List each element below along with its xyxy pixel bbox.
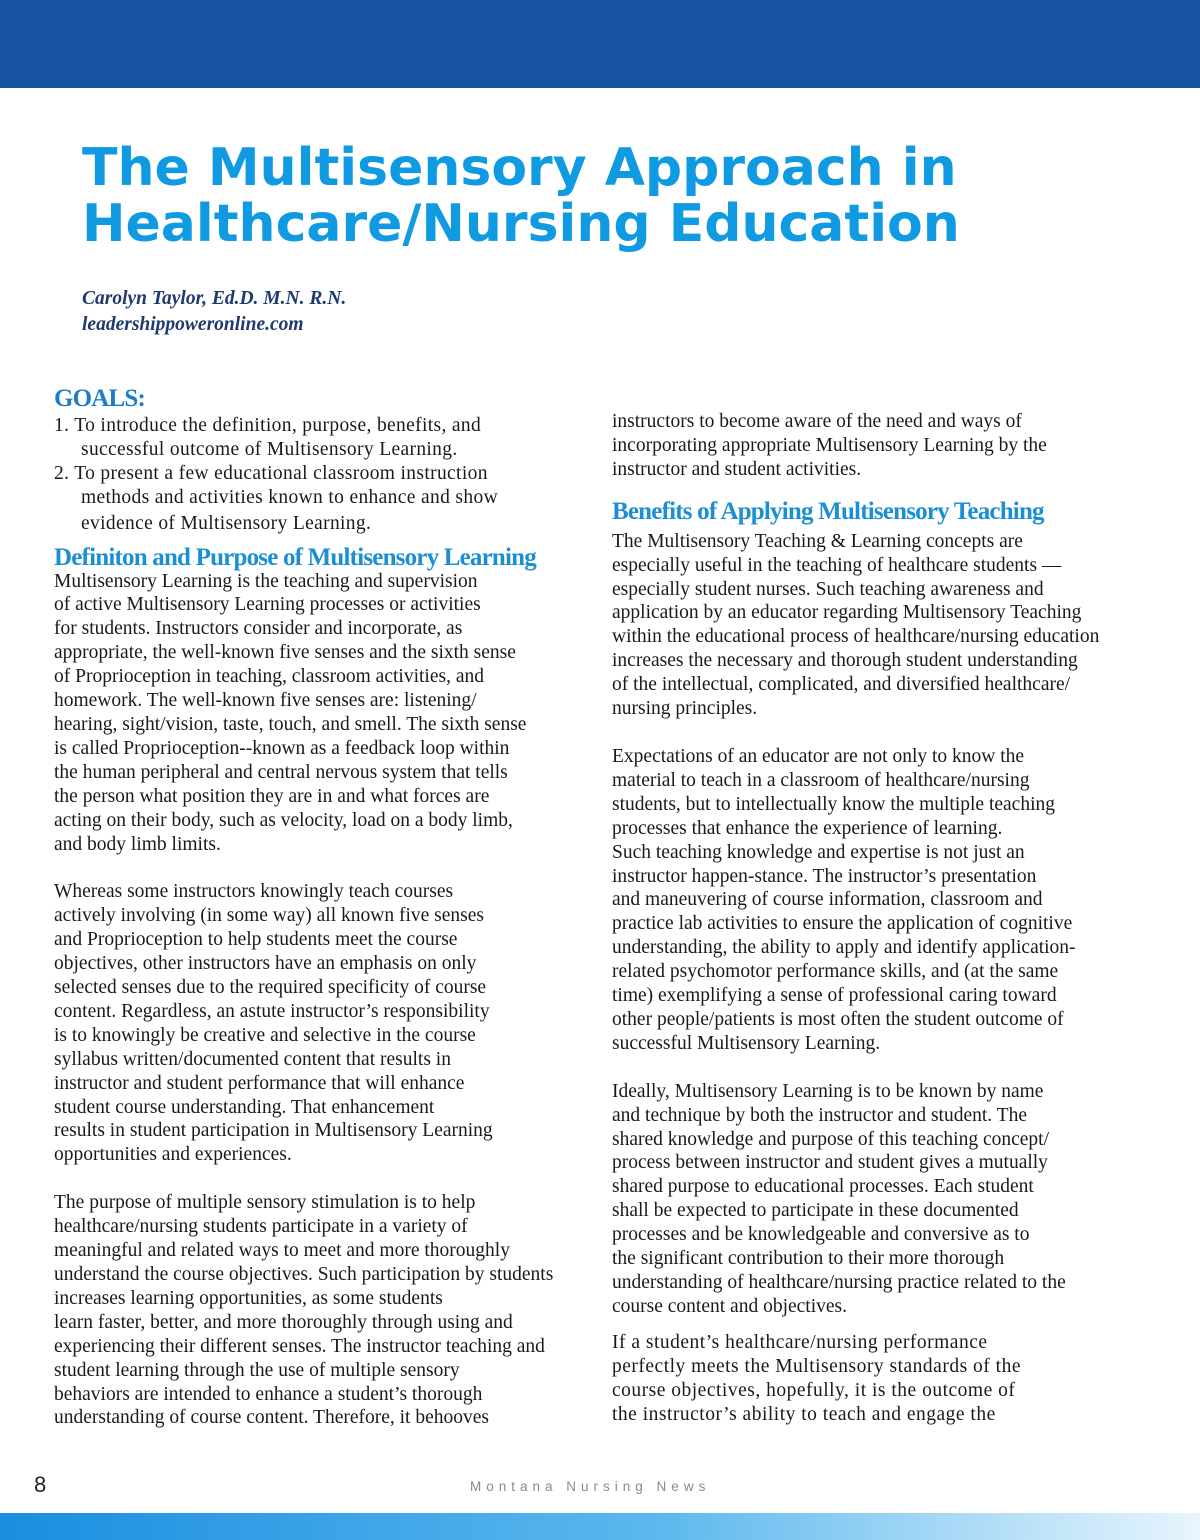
- text-line: syllabus written/documented content that results in: [54, 1048, 451, 1070]
- section-heading-definition: Definiton and Purpose of Multisensory Learning: [54, 543, 536, 571]
- text-line: The Multisensory Teaching & Learning concepts are: [612, 530, 1023, 552]
- text-line: understanding, the ability to apply and identify application-: [612, 937, 1076, 959]
- text-line: Whereas some instructors knowingly teach courses: [54, 881, 454, 903]
- text-line: course objectives, hopefully, it is the outcome of: [612, 1379, 1016, 1401]
- goal-line: evidence of Multisensory Learning.: [81, 512, 372, 534]
- text-line: shared purpose to educational processes. Each student: [612, 1176, 1034, 1198]
- text-line: and maneuvering of course information, classroom and: [612, 889, 1043, 911]
- text-line: shared knowledge and purpose of this teaching concept/: [612, 1128, 1049, 1150]
- text-line: of active Multisensory Learning processes or activities: [54, 594, 481, 616]
- text-line: time) exemplifying a sense of professional caring toward: [612, 985, 1057, 1007]
- text-line: of the intellectual, complicated, and diversified healthcare/: [612, 674, 1071, 696]
- article-title: [82, 140, 1162, 252]
- text-line: If a student’s healthcare/nursing performance: [612, 1331, 988, 1353]
- publication-name: Montana Nursing News: [470, 1479, 711, 1494]
- text-line: learn faster, better, and more thoroughly through using and: [54, 1311, 513, 1333]
- goal-line: 1. To introduce the definition, purpose, benefits, and: [54, 415, 482, 436]
- text-line: instructor and student performance that will enhance: [54, 1072, 465, 1094]
- text-line: homework. The well-known five senses are: listening/: [54, 690, 477, 712]
- text-line: instructors to become aware of the need and ways of: [612, 411, 1022, 432]
- text-line: opportunities and experiences.: [54, 1144, 292, 1166]
- right-column: [612, 410, 1157, 1426]
- page-number: 8: [34, 1472, 47, 1497]
- text-line: other people/patients is most often the student outcome of: [612, 1008, 1064, 1030]
- text-line: The purpose of multiple sensory stimulation is to help: [54, 1192, 476, 1214]
- title-line: The Multisensory Approach in: [82, 138, 957, 198]
- text-line: successful Multisensory Learning.: [612, 1032, 881, 1054]
- text-line: processes and be knowledgeable and conversive as to: [612, 1224, 1030, 1246]
- author-name: Carolyn Taylor, Ed.D. M.N. R.N.: [82, 288, 347, 309]
- text-line: Expectations of an educator are not only to know the: [612, 745, 1025, 767]
- text-line: especially useful in the teaching of healthcare students —: [612, 554, 1062, 576]
- goal-line: 2. To present a few educational classroom instruction: [54, 462, 488, 484]
- text-line: Multisensory Learning is the teaching and supervision: [54, 570, 478, 592]
- text-line: actively involving (in some way) all known five senses: [54, 905, 484, 927]
- text-line: appropriate, the well-known five senses and the sixth sense: [54, 642, 516, 664]
- text-line: the human peripheral and central nervous system that tells: [54, 761, 508, 783]
- byline: [82, 286, 346, 338]
- text-line: and body limb limits.: [54, 833, 221, 855]
- goal-line: successful outcome of Multisensory Learning.: [81, 438, 458, 460]
- text-line: is to knowingly be creative and selective in the course: [54, 1024, 476, 1046]
- paragraph: [612, 530, 1157, 721]
- text-line: meaningful and related ways to meet and more thoroughly: [54, 1240, 510, 1262]
- text-line: and technique by both the instructor and student. The: [612, 1104, 1028, 1126]
- paragraph: [54, 1191, 594, 1430]
- bottom-gradient-bar: [0, 1513, 1200, 1540]
- text-line: the instructor’s ability to teach and engage the: [612, 1403, 996, 1425]
- text-line: nursing principles.: [612, 698, 758, 720]
- text-line: within the educational process of healthcare/nursing education: [612, 626, 1100, 648]
- goal-line: methods and activities known to enhance and show: [81, 486, 498, 508]
- text-line: experiencing their different senses. The instructor teaching and: [54, 1335, 545, 1357]
- text-line: related psychomotor performance skills, and (at the same: [612, 961, 1059, 983]
- text-line: is called Proprioception--known as a feedback loop within: [54, 737, 510, 759]
- text-line: understanding of course content. Therefore, it behooves: [54, 1407, 489, 1429]
- text-line: objectives, other instructors have an emphasis on only: [54, 953, 477, 975]
- text-line: Such teaching knowledge and expertise is not just an: [612, 841, 1025, 863]
- text-line: of Proprioception in teaching, classroom activities, and: [54, 666, 484, 688]
- text-line: content. Regardless, an astute instructor’s responsibility: [54, 1000, 490, 1022]
- text-line: for students. Instructors consider and incorporate, as: [54, 618, 463, 640]
- paragraph: [612, 1331, 1157, 1427]
- goals-heading: GOALS:: [54, 385, 146, 412]
- text-line: material to teach in a classroom of healthcare/nursing: [612, 769, 1030, 791]
- text-line: especially student nurses. Such teaching awareness and: [612, 578, 1044, 600]
- paragraph: [54, 570, 594, 857]
- text-line: processes that enhance the experience of learning.: [612, 817, 1003, 839]
- text-line: acting on their body, such as velocity, load on a body limb,: [54, 809, 513, 831]
- paragraph: [612, 745, 1157, 1056]
- text-line: course content and objectives.: [612, 1295, 847, 1317]
- text-line: understanding of healthcare/nursing practice related to the: [612, 1272, 1066, 1293]
- paragraph: [612, 1080, 1157, 1319]
- text-line: instructor and student activities.: [612, 458, 862, 480]
- text-line: the person what position they are in and what forces are: [54, 785, 490, 807]
- title-line: Healthcare/Nursing Education: [82, 194, 960, 254]
- paragraph: [612, 410, 1157, 482]
- text-line: hearing, sight/vision, taste, touch, and smell. The sixth sense: [54, 713, 527, 735]
- goals-list: [54, 414, 594, 538]
- text-line: results in student participation in Multisensory Learning: [54, 1120, 493, 1142]
- text-line: practice lab activities to ensure the application of cognitive: [612, 913, 1073, 935]
- paragraph: [54, 880, 594, 1167]
- text-line: increases learning opportunities, as some students: [54, 1287, 443, 1309]
- text-line: process between instructor and student gives a mutually: [612, 1152, 1048, 1174]
- text-line: and Proprioception to help students meet the course: [54, 929, 458, 951]
- text-line: selected senses due to the required specificity of course: [54, 977, 487, 999]
- text-line: healthcare/nursing students participate in a variety of: [54, 1216, 468, 1238]
- text-line: application by an educator regarding Multisensory Teaching: [612, 602, 1082, 624]
- text-line: students, but to intellectually know the multiple teaching: [612, 793, 1055, 815]
- left-column: [54, 384, 594, 1430]
- text-line: perfectly meets the Multisensory standards of the: [612, 1355, 1021, 1377]
- text-line: increases the necessary and thorough student understanding: [612, 650, 1078, 672]
- text-line: behaviors are intended to enhance a student’s thorough: [54, 1383, 483, 1405]
- text-line: understand the course objectives. Such participation by students: [54, 1264, 554, 1285]
- text-line: Ideally, Multisensory Learning is to be known by name: [612, 1080, 1044, 1102]
- text-line: student course understanding. That enhancement: [54, 1096, 435, 1118]
- text-line: instructor happen-stance. The instructor’s presentation: [612, 865, 1037, 887]
- text-line: incorporating appropriate Multisensory Learning by the: [612, 434, 1047, 456]
- text-line: shall be expected to participate in these documented: [612, 1200, 1019, 1222]
- section-heading-benefits: Benefits of Applying Multisensory Teaching: [612, 497, 1044, 525]
- text-line: student learning through the use of multiple sensory: [54, 1359, 460, 1381]
- text-line: the significant contribution to their more thorough: [612, 1248, 1005, 1270]
- top-banner-bar: [0, 0, 1200, 88]
- author-website: leadershippoweronline.com: [82, 314, 304, 335]
